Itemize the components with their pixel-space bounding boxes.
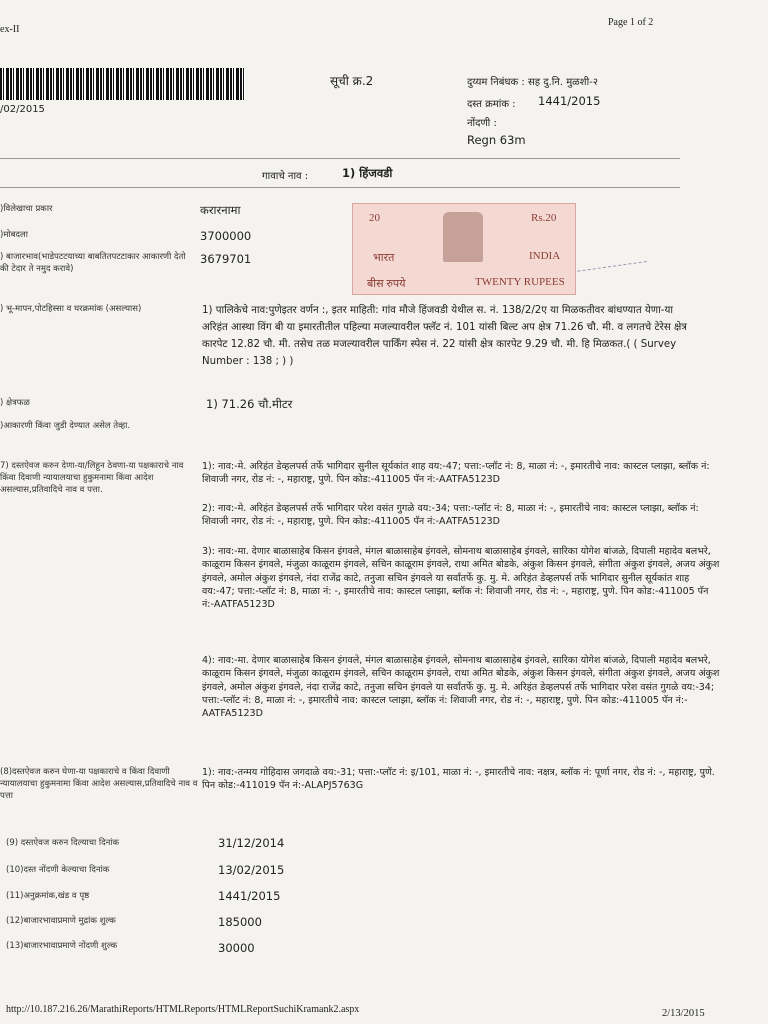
label-market-value: ) बाजारभाव(भाडेपटटयाच्या बाबतितपटटाकार आकारणी देतो की टेदार ते नमुद करावे) (0, 252, 186, 274)
label-stamp-duty: (12)बाजारभावाप्रमाणे मुद्रांक शुल्क (6, 916, 116, 926)
top-left-text: ex-II (0, 24, 20, 35)
value-survey-details: 1) पालिकेचे नाव:पुणेइतर वर्णन :, इतर माहिती: गांव मौजे हिंजवडी येथील स. नं. 138/2/2ए या मिळकतीवर बांधण्यात येणा-या अरिहंत आस्था विंग बी या इमारतीतील पहिल्या मजल्यावरील फ्लॅट नं. 101 यांसी बिल्ट अप क्षेत्र 71.26 चौ. मी. व लगतचे टेरेस क्षेत्र कारपेट 12.82 चौ. मी. तसेच तळ मजल्यावरील पार्किंग स्पेस नं. 22 यांसी क्षेत्र कारपेट 9.29 चौ. मी. हि मिळकत.( ( Survey Number : 138 ; ) ) (202, 305, 687, 367)
value-registration-fee: 30000 (218, 941, 255, 955)
label-claiming-parties: (8)दस्तऐवज करुन घेणा-या पक्षकाराचे व किंवा दिवाणी न्यायालयाचा हुकुमनामा किंवा आदेश असल्यास,प्रतिवादिचे नाव व पत्ता (0, 767, 198, 801)
label-registration-fee: (13)बाजारभावाप्रमाणे नोंदणी शुल्क (6, 941, 118, 951)
registration-label: नोंदणी : (467, 118, 497, 129)
label-assessment: )आकारणी किंवा जुडी देण्यात असेल तेव्हा. (0, 421, 131, 431)
office-name: दुय्यम निबंधक : सह दु.नि. मुळशी-२ (467, 77, 598, 88)
party-1: 1): नाव:-मे. अरिहंत डेव्हलपर्स तर्फे भागिदार सुनील सूर्यकांत शाह वय:-47; पत्ता:-प्लॉट नं: 8, माळा नं: -, इमारतीचे नाव: कास्टल प्लाझा, ब्लॉक नं: शिवाजी नगर, रोड नं: -, महाराष्ट्र, पुणे. पिन कोड:-411005 पॅन नं:-AATFA5123D (202, 461, 710, 486)
label-consideration: )मोबदला (0, 230, 28, 240)
village-rule (0, 187, 680, 188)
stamp-bharat: भारत (373, 252, 395, 264)
doc-number: 1441/2015 (538, 94, 601, 108)
value-stamp-duty: 185000 (218, 915, 262, 929)
label-execution-date: (9) दस्तऐवज करुन दिल्याचा दिनांक (6, 838, 120, 848)
header-rule (0, 158, 680, 159)
value-document-type: करारनामा (200, 203, 241, 217)
village-name: 1) हिंजवडी (342, 166, 393, 180)
barcode (0, 68, 245, 100)
label-serial-volume-page: (11)अनुक्रमांक,खंड व पृष्ठ (6, 891, 90, 901)
party-3: 3): नाव:-मा. देणार बाळासाहेब किसन इंगवले, मंगल बाळासाहेब इंगवले, सोमनाथ बाळासाहेब इंगवले, सारिका योगेश बांजळे, दिपाली महादेव बलभरे, काळूराम किसन इंगवले, मंजुळा काळूराम इंगवले, सचिन काळूराम इंगवले, राधा अमित बोडके, अंकुश किसन इंगवले, संगीता अंकुश इंगवले, अजय अंकुश इंगवले, अमोल अंकुश इंगवले, नंदा राजेंद्र काटे, तनुजा सचिन इंगवले या सर्वांतर्फे कु. मु. मे. अरिहंत डेव्हलपर्स तर्फे भागिदार सुनील सूर्यकांत शाह वय:-47; पत्ता:-प्लॉट नं: 8, माळा नं: -, इमारतीचे नाव: कास्टल प्लाझा, ब्लॉक नं: शिवाजी नगर, रोड नं: -, महाराष्ट्र, पुणे. पिन कोड:-411005 पॅन नं:-AATFA5123D (202, 546, 720, 611)
stamp-value-right: Rs.20 (531, 212, 557, 224)
page-number: Page 1 of 2 (608, 17, 654, 28)
footer-date: 2/13/2015 (662, 1008, 705, 1019)
label-registration-date: (10)दस्त नोंदणी केल्याचा दिनांक (6, 865, 110, 875)
value-execution-date: 31/12/2014 (218, 836, 285, 850)
party-4: 4): नाव:-मा. देणार बाळासाहेब किसन इंगवले, मंगल बाळासाहेब इंगवले, सोमनाथ बाळासाहेब इंगवले, सारिका योगेश बांजळे, दिपाली महादेव बलभरे, काळूराम किसन इंगवले, मंजुळा काळूराम इंगवले, सचिन काळूराम इंगवले, राधा अमित बोडके, अंकुश किसन इंगवले, संगीता अंकुश इंगवले, अजय अंकुश इंगवले, अमोल अंकुश इंगवले, नंदा राजेंद्र काटे, तनुजा सचिन इंगवले या सर्वांतर्फे कु. मु. मे. अरिहंत डेव्हलपर्स तर्फे भागिदार परेश वसंत गुगळे वय:-34; पत्ता:-प्लॉट नं: 8, माळा नं: -, इमारतीचे नाव: कास्टल प्लाझा, ब्लॉक नं: शिवाजी नगर, रोड नं: -, महाराष्ट्र, पुणे. पिन कोड:-411005 पॅन नं:-AATFA5123D (202, 655, 720, 720)
stamp-english-amount: TWENTY RUPEES (475, 276, 565, 288)
emblem-icon (443, 212, 483, 262)
label-area: ) क्षेत्रफळ (0, 398, 30, 408)
signature (573, 231, 647, 271)
regn-code: Regn 63m (467, 133, 526, 147)
footer-url: http://10.187.216.26/MarathiReports/HTMLReports/HTMLReportSuchiKramank2.aspx (6, 1004, 360, 1015)
value-market-value: 3679701 (200, 252, 252, 266)
date-left: /02/2015 (0, 104, 45, 115)
value-consideration: 3700000 (200, 229, 252, 243)
value-registration-date: 13/02/2015 (218, 863, 285, 877)
stamp-value-left: 20 (369, 212, 380, 224)
stamp-india: INDIA (529, 250, 561, 262)
stamp-hindi-amount: बीस रुपये (367, 278, 406, 290)
party-2: 2): नाव:-मे. अरिहंत डेव्हलपर्स तर्फे भागिदार परेश वसंत गुगळे वय:-34; पत्ता:-प्लॉट नं: 8, माळा नं: -, इमारतीचे नाव: कास्टल प्लाझा, ब्लॉक नं: शिवाजी नगर, रोड नं: -, महाराष्ट्र, पुणे. पिन कोड:-411005 पॅन नं:-AATFA5123D (202, 503, 699, 528)
label-survey-details: ) भू-मापन,पोटहिस्सा व घरक्रमांक (असल्यास) (0, 304, 142, 314)
label-document-type: )विलेखाचा प्रकार (0, 204, 53, 214)
value-area: 1) 71.26 चौ.मीटर (206, 397, 293, 411)
list-number: सूची क्र.2 (330, 74, 374, 88)
value-serial-volume-page: 1441/2015 (218, 889, 281, 903)
label-executing-parties: 7) दस्तऐवज करुन देणा-या/लिहून ठेवणा-या पक्षकाराचे नाव किंवा दिवाणी न्यायालयाचा हुकुमनामा किंवा आदेश असल्यास,प्रतिवादिचे नाव व पत्ता. (0, 461, 184, 495)
village-label: गावाचे नाव : (262, 171, 309, 182)
revenue-stamp (352, 203, 576, 295)
value-claiming-parties: 1): नाव:-तन्मय गोहिदास जगदाळे वय:-31; पत्ता:-प्लॉट नं: इ/101, माळा नं: -, इमारतीचे नाव: नक्षत्र, ब्लॉक नं: पूर्णा नगर, रोड नं: -, महाराष्ट्र, पुणे. पिन कोड:-411019 पॅन नं:-ALAPJ5763G (202, 767, 715, 792)
doc-number-label: दस्त क्रमांक : (467, 99, 516, 110)
